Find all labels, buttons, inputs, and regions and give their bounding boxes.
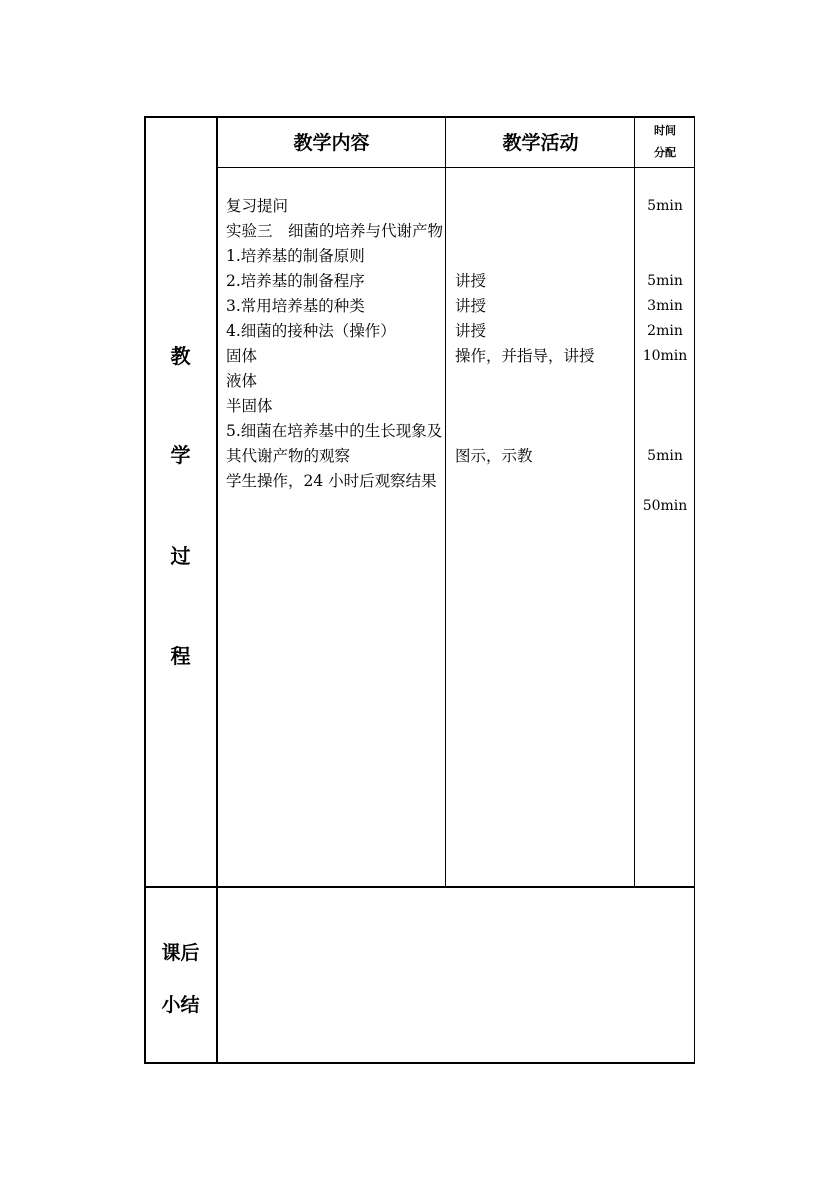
time-entry: 3min [647, 298, 683, 314]
label-column-divider [216, 116, 218, 1064]
content-line: 4.细菌的接种法（操作） [226, 322, 396, 340]
time-entry: 50min [642, 498, 688, 514]
content-line: 5.细菌在培养基中的生长现象及其代谢产物的观察 [226, 422, 443, 465]
header-teaching-activity: 教学活动 [502, 132, 579, 154]
table-border-right [694, 116, 696, 1064]
header-teaching-content: 教学内容 [293, 132, 370, 154]
content-column-divider [445, 116, 446, 887]
lesson-plan-table [144, 116, 695, 1064]
summary-label-line: 小结 [161, 994, 200, 1016]
time-entry: 10min [642, 348, 688, 364]
time-entry: 5min [647, 198, 683, 214]
activity-entry: 讲授 [455, 322, 487, 340]
teaching-content-list [226, 194, 444, 494]
time-entry: 5min [647, 273, 683, 289]
header-time-line1: 时间 [654, 123, 676, 137]
content-line: 实验三 细菌的培养与代谢产物 [226, 222, 444, 240]
content-line: 学生操作，24 小时后观察结果 [226, 472, 437, 490]
process-label-char: 过 [170, 544, 191, 568]
header-time-allocation [635, 116, 695, 167]
activity-entry: 操作，并指导，讲授 [455, 347, 595, 365]
content-line: 2.培养基的制备程序 [226, 272, 365, 290]
content-line: 液体 [226, 372, 258, 390]
content-line: 1.培养基的制备原则 [226, 247, 365, 265]
table-border-bottom [144, 1062, 695, 1064]
header-divider [217, 167, 695, 168]
time-entry: 5min [647, 448, 683, 464]
activity-entry: 讲授 [455, 297, 487, 315]
activity-entry: 图示，示教 [455, 447, 533, 465]
table-border-left [144, 116, 146, 1064]
header-time-line2: 分配 [654, 145, 676, 159]
content-line: 半固体 [226, 397, 273, 415]
summary-label-line: 课后 [161, 942, 200, 964]
content-line: 固体 [226, 347, 258, 365]
content-line: 复习提问 [226, 197, 289, 215]
activity-entry: 讲授 [455, 272, 487, 290]
process-label-char: 学 [170, 443, 191, 467]
time-entry: 2min [647, 323, 683, 339]
content-line: 3.常用培养基的种类 [226, 297, 365, 315]
process-label-char: 程 [170, 644, 191, 668]
section-divider [144, 886, 695, 888]
process-label-char: 教 [170, 344, 191, 368]
